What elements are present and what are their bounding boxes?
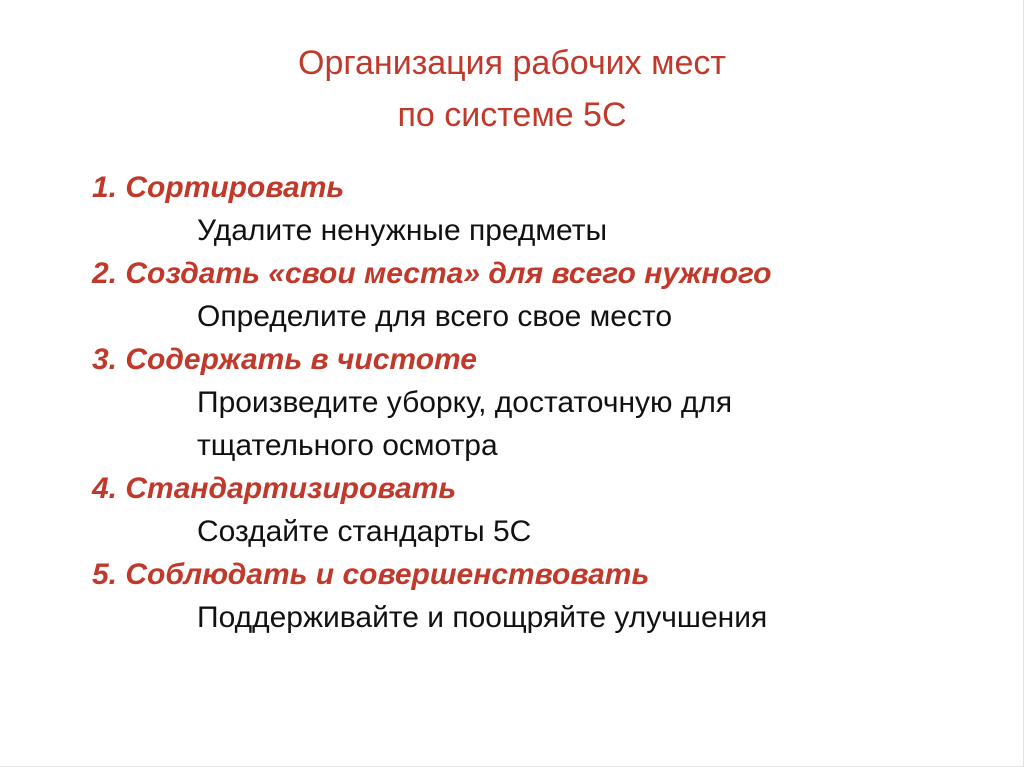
- item-heading: 3. Содержать в чистоте: [92, 343, 477, 376]
- list-item-sort: [92, 166, 992, 252]
- item-description: Определите для всего свое место: [197, 300, 673, 333]
- item-description: Поддерживайте и поощряйте улучшения: [197, 601, 768, 634]
- item-description: Произведите уборку, достаточную для тщательного осмотра: [197, 386, 733, 462]
- item-heading: 1. Сортировать: [92, 171, 345, 204]
- item-heading: 2. Создать «свои места» для всего нужного: [92, 257, 772, 290]
- item-heading: 5. Соблюдать и совершенствовать: [92, 558, 650, 591]
- title-line-2: по системе 5С: [397, 95, 627, 134]
- list-item-sustain: [92, 553, 992, 639]
- principles-list: [92, 166, 992, 639]
- item-description: Создайте стандарты 5С: [197, 515, 532, 548]
- item-heading: 4. Стандартизировать: [92, 472, 457, 505]
- list-item-standardize: [92, 467, 992, 553]
- title-line-1: Организация рабочих мест: [298, 43, 726, 82]
- list-item-set-in-order: [92, 252, 992, 338]
- list-item-shine: [92, 338, 992, 467]
- slide-title: [0, 37, 1024, 141]
- item-description: Удалите ненужные предметы: [197, 214, 608, 247]
